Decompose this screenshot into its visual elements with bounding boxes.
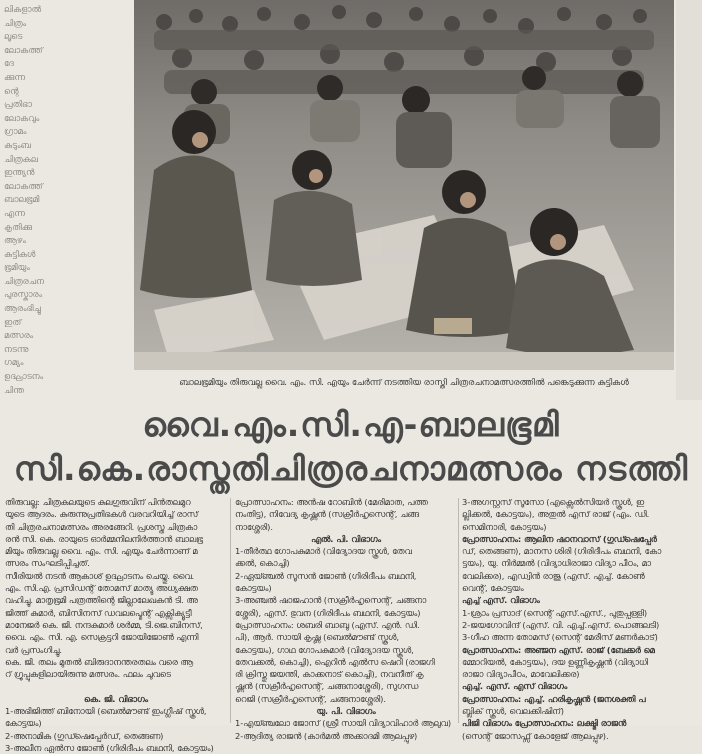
column-divider [230,498,231,723]
article-line: വഹിച്ചു. മാതൃഭൂമി പത്രത്തിന്റെ ജില്ലാലേഖകൻ ടി. അ [5,595,198,606]
article-line: 2-ആദിത്യ രാജൻ (കാർമൽ അക്കാദമി ആലപ്പുഴ) [235,730,418,741]
article-line: 1-തീർത്ഥ ഗോപകുമാർ (വിദ്യോദയ സ്കൂൾ, തേവ [235,546,412,557]
news-photo [134,0,674,370]
article-line [5,680,227,692]
fragment-line: ഇത് [4,317,22,328]
article-line: വെന്റ്, കോട്ടയം [462,583,524,594]
article-line: പ്രോത്സാഹനം: അഞ്ജന എസ്. രാജ് (ബേക്കർ മെ [462,644,655,655]
article-line: 2-ജയഗോവിന്ദ് (എസ്. വി. എച്ച്.എസ്. പൊങ്ങലടി) [462,619,660,630]
page-margin [676,0,702,400]
section-heading: കെ. ജി. വിഭാഗം [83,693,149,704]
article-body [0,496,702,753]
article-line: തേവക്കൽ, കൊച്ചി), ഐറിൻ എൽസ ഷെറി (രാജഗി [235,656,435,667]
article-line: ട്ടയം), യു. നിർമ്മൽ (വിദ്യാധിരാജാ വിദ്യാ പീഠം, മാ [462,558,651,569]
article-line: റ് ഗ്രൂപ്പുകളിലായിരുന്നു മത്സരം. ഫലം ചുവടെ [5,669,171,680]
article-line: റെജി (സക്രീർഹൃസെന്റ്, ചങ്ങനാശ്ശേരി). [235,693,387,704]
article-line: നംതിട്ട), നിവേദ്യ കൃഷ്ണൻ (സക്രീർഹൃസെന്റ്, ചങ്ങ [235,509,419,520]
article-line: വൈ. എം. സി. എ. സെക്രട്ടറി ജോയിജോൺ എന്നി [5,632,199,643]
article-line: 1-അഭിജിത്ത് ബിനോയി (ബെൽമൗണ്ട് ഇംഗ്ലീഷ് സ്കൂൾ, [5,706,207,717]
article-line: കോട്ടയം) [5,718,42,729]
fragment-line: ബാലഭൂമി [4,195,40,206]
fragment-line: ലികളാൽ [4,5,42,15]
fragment-line: പുരസ്കാരം [4,290,43,301]
fragment-line: ലോകത്ത് [4,45,43,56]
fragment-line: ചിന്ത [4,385,24,396]
article-line: സെമിനാരി, കോട്ടയം) [462,521,547,532]
article-line: നാശ്ശേരി). [235,521,273,532]
article-line: ത്സരം സംഘടിപ്പിച്ചത്. [5,558,90,569]
article-line: 3-അഗസ്റ്റസ് സൂസോ (എക്സെൽസിയർ സ്കൂൾ, ഇ [462,497,645,507]
article-line: തിരുവല്ല: ചിത്രകലയുടെ കുലഗുരുവിന് പിൻതലമുറ [5,497,191,507]
fragment-line: ദേ [4,59,14,70]
article-line: രാജാ വിദ്യാപീഠം, മാവേലിക്കര) [462,669,580,680]
fragment-line: ലൂടെ [4,32,23,43]
fragment-line: കൃതിക്കു [4,222,33,233]
article-line: 2-അനാമിക (ഗുഡ്ഷെപ്പേർഡ്, തെങ്ങണ) [5,730,164,741]
article-line: ല്ലിക്കൽ, കോട്ടയം), അതുൽ എസ് രാജ് (എം. ഡി. [462,509,650,520]
fragment-line: ലോകത്ത് [4,181,43,192]
article-line: എച്ച് എസ്. വിഭാഗം [462,595,540,606]
article-line: പ്രോത്സാഹനം: അൻഷ റോബിൻ (മേരിമാത, പത്ത [235,497,428,507]
article-line: രി ക്രിസ്തു ജയന്തി, കാക്കനാട് കൊച്ചി), നവനീത് കൃ [235,669,424,680]
fragment-line: ഗ്രാമം [4,127,27,138]
article-line: പ്രോത്സാഹനം: ശബരി ബാബു (എസ്. എൻ. ഡി. [235,619,420,630]
adjacent-article-fragment [0,0,128,400]
fragment-line: ക്കുന്ന [4,72,26,83]
article-line: 1-എയ്ഞ്ചലോ ജോസ് (ശ്രീ സായി വിദ്യാവിഹാർ ആലുവ) [235,718,452,729]
fragment-line: ആരംഭിച്ചു [4,304,41,315]
article-line: ശ്ശേരി), എസ്. ഭുവന (ഗിരിദീപം ബഥനി, കോട്ടയം) [235,607,421,618]
fragment-line: കുടുംബ [4,140,31,151]
article-line: കോട്ടയം), ഗാഥ ഗോപകുമാർ (വിദ്യോദയ സ്കൂൾ, [235,644,414,655]
article-line: സീരിയൽ നടൻ ആകാശ് ഉദ്ഘാടനം ചെയ്തു. വൈ. [5,570,195,581]
article-line: പ്രോത്സാഹനം: ആലിന ഷാനവാസ് (ഗുഡ്ഷെപ്പേർ [462,533,657,544]
article-line: 2-ഏയ്ഞ്ചൽ സൂസൻ ജോൺ (ഗിരിദീപം ബഥനി, [235,570,417,581]
fragment-line: കുട്ടികൾ [4,249,36,260]
section-heading: എൽ. പി. വിഭാഗം [311,533,381,544]
fragment-line: ആഴം [4,236,26,247]
article-line: 3-ഗീഹ അന്ന തോമസ് (സെന്റ് മേരീസ് മണർകാട്) [462,632,658,643]
photo-caption: ബാലഭൂമിയും തിരുവല്ല വൈ. എം. സി. എയും ചേർന്ന് നടത്തിയ രാസ്തി ചിത്രരചനാമത്സരത്തിൽ പങ്കെടുക്കുന്ന കുട്ടികൾ [179,378,629,388]
section-heading: യു. പി. വിഭാഗം [316,706,376,717]
article-line: വേലിക്കര), എഡ്വിൻ രാജു (എസ്. എച്ച്. കോൺ [462,570,645,581]
fragment-line: നടന്നു [4,344,29,355]
fragment-line: ഉദ്ഘാടനം [4,372,44,383]
article-line: കെ. ജി. തലം മുതൽ ബിരുദാനന്തരതലം വരെ ആ [5,656,193,667]
article-line: ഡ്, തെങ്ങണ), മാനസ ശിരി (ഗിരിദീപം ബഥനി, കോ [462,546,662,557]
article-line: ബ്ലിക് സ്കൂൾ, വെലക്കിഷിന്) [462,706,564,717]
headline-line-2: സി.കെ.രാസ്തതിചിത്രരചനാമത്സരം നടത്തി [13,449,689,488]
article-line: 3-അഞ്ചൽ ഷാജഹാൻ (സക്രീർഹൃസെന്റ്, ചങ്ങനാ [235,595,427,606]
article-line: മാനേജർ കെ. ജി. നന്ദകുമാർ ശർമ്മ, ടി.ജെ.ബിനസ്, [5,619,203,630]
fragment-line: ഭൂമിയും [4,263,30,274]
article-column-1 [5,496,227,753]
fragment-line: ചിത്രകല [4,154,39,165]
article-line: ഷ്ണൻ (സക്രീർഹൃസെന്റ്, ചങ്ങനാശ്ശേരി), സുഗന്ധ [235,681,419,692]
fragment-line: ന്റെ [4,86,19,97]
fragment-line: ചിത്രരചന [4,276,44,287]
article-line: രൻ സി. കെ. രായുടെ ഓർമ്മനിലനിർത്താൻ ബാലഭൂ [5,533,203,544]
article-line: പി), ആർ. സായി കൃഷ്ണ (ബെൽമൗണ്ട് സ്കൂൾ, [235,632,399,643]
article-line: 1-ശ്രാം പ്രസാദ് (സെന്റ് എസ്.എസ്., പുതുപ്പള്ളി) [462,607,648,618]
article-column-3 [462,496,696,741]
article-line: എച്ച്. എസ്. എസ് വിഭാഗം [462,681,568,692]
column-divider [458,498,459,723]
headline-line-1: വൈ.എം.സി.എ-ബാലഭൂമി [142,405,560,444]
article-line: മിയും തിരുവല്ല വൈ. എം. സി. എയും ചേർന്നാണ് മ [5,546,198,557]
fragment-line: ചിത്രം [4,18,27,29]
article-line: പിജി വിഭാഗം പ്രോത്സാഹനം: ലക്ഷ്മി രാജൻ [462,718,627,729]
fragment-line: എന്ന [4,208,25,219]
article-line: ജിത്ത് കുമാർ, ബിസിനസ് ഡവലപ്മെന്റ് എക്സിക്യൂട്ടീ [5,607,192,618]
fragment-line: ലോകവും [4,113,40,124]
fragment-line: മത്സരം [4,331,34,342]
fragment-line: ഇന്ത്യൻ [4,168,35,179]
article-line: തി ചിത്രരചനാമത്സരം അരങ്ങേറി. പ്രശസ്ത ചിത്രകാ [5,521,198,532]
article-line: യുടെ ആദരം. കുരുന്നുപ്രതിഭകൾ വരവറിയിച്ച് രാസ് [5,509,199,520]
article-line: വർ പ്രസംഗിച്ചു. [5,644,62,655]
fragment-line: പ്രതിഭാ [4,100,32,111]
article-line: മ്മോറിയൽ, കോട്ടയം), ദയ ഉണ്ണികൃഷ്ണൻ (വിദ്യാധി [462,656,649,667]
article-line: 3-അലീന ഏൽസ ജോൺ (ഗിരിദീപം ബഥനി, കോട്ടയം) [5,742,214,753]
article-line: കോട്ടയം) [235,583,272,594]
article-line: (സെന്റ് ജോസഫ്സ് കോളേജ് ആലപ്പുഴ). [462,730,609,741]
article-column-2 [235,496,457,741]
article-line: പ്രോത്സാഹനം: എച്ച്. ഹരികൃഷ്ണൻ (ജനശക്തി പ [462,693,646,704]
children-drawing-photo [134,0,674,370]
article-line: ക്കൽ, കൊച്ചി) [235,558,290,569]
article-line: എം. സി.എ. പ്രസിഡന്റ് തോമസ് മാത്യു അധ്യക്ഷത [5,583,198,594]
fragment-line: ഗമ്യം [4,358,24,369]
